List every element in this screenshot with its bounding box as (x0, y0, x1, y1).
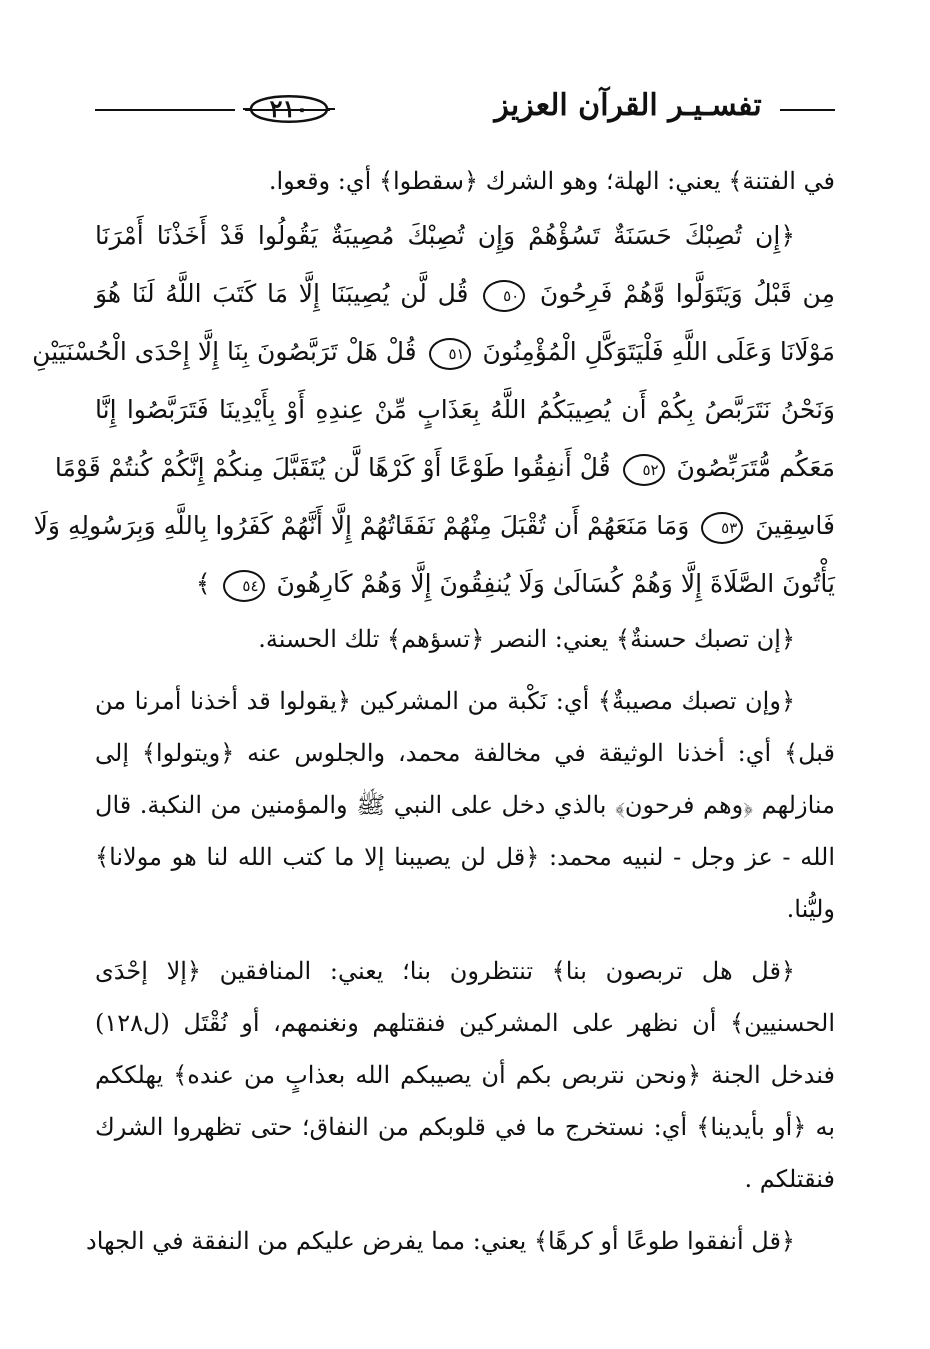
ayah-number-marker: ٥٠ (483, 280, 525, 312)
quran-text: مَوْلَانَا وَعَلَى اللَّهِ فَلْيَتَوَكَّلِ الْمُؤْمِنُونَ (482, 337, 835, 366)
ayah-number-marker: ٥٤ (223, 570, 265, 602)
quran-passage (32, 207, 835, 613)
quran-text: قُلْ هَلْ تَرَبَّصُونَ بِنَا إِلَّا إِحْدَى الْحُسْنَيَيْنِ (32, 337, 417, 366)
header-rule-left (95, 109, 235, 111)
commentary-line: ﴿وإن تصبك مصيبةٌ﴾ أي: نَكْبة من المشركين ﴿يقولوا قد أخذنا أمرنا من (95, 687, 796, 715)
commentary-line: فنقتلكم . (744, 1165, 835, 1193)
closing-bracket: ﴾ (195, 569, 211, 598)
commentary-line: منازلهم ﴿وهم فرحون﴾ بالذي دخل على النبي ﷺ والمؤمنين من النكبة. قال (95, 791, 835, 819)
commentary-line: الحسنيين﴾ أن نظهر على المشركين فنقتلهم ونغنمهم، أو نُقْتَل (ل١٢٨) (95, 1009, 835, 1037)
commentary-line: وليُّنا. (786, 895, 835, 923)
commentary-line: ﴿قل أنفقوا طوعًا أو كرهًا﴾ يعني: مما يفرض عليكم من النفقة في الجهاد (86, 1227, 795, 1255)
quran-text: قُل لَّن يُصِيبَنَا إِلَّا مَا كَتَبَ اللَّهُ لَنَا هُوَ (95, 279, 469, 308)
commentary-line: ﴿إن تصبك حسنةٌ﴾ يعني: النصر ﴿تسؤهم﴾ تلك الحسنة. (258, 625, 795, 653)
commentary-line: في الفتنة﴾ يعني: الهلة؛ وهو الشرك ﴿سقطوا﴾ أي: وقعوا. (268, 167, 835, 195)
page-body (32, 155, 835, 1267)
quran-text: مِن قَبْلُ وَيَتَوَلَّوا وَّهُمْ فَرِحُونَ (539, 279, 835, 308)
quran-line: ﴿إِن تُصِبْكَ حَسَنَةٌ تَسُؤْهُمْ وَإِن تُصِبْكَ مُصِيبَةٌ يَقُولُوا قَدْ أَخَذْنَا أَمْرَنَا (95, 221, 795, 250)
quran-line (33, 497, 835, 555)
ayah-number-marker: ٥١ (429, 338, 471, 370)
commentary-line: الله - عز وجل - لنبيه محمد: ﴿قل لن يصيبنا إلا ما كتب الله لنا هو مولانا﴾ (95, 843, 835, 871)
quran-line (95, 265, 835, 323)
quran-line (95, 555, 835, 613)
page-number: ٢١٠ (269, 94, 309, 123)
quran-text: وَمَا مَنَعَهُمْ أَن تُقْبَلَ مِنْهُمْ نَفَقَاتُهُمْ إِلَّا أَنَّهُمْ كَفَرُوا بِاللَّهِ وَبِرَسُولِهِ وَلَا (33, 511, 690, 540)
quran-line (54, 439, 835, 497)
commentary-line: ﴿قل هل تربصون بنا﴾ تنتظرون بنا؛ يعني: المنافقين ﴿إلا إحْدَى (95, 957, 795, 985)
ayah-number-marker: ٥٢ (623, 454, 665, 486)
book-title: تفسـيـر القرآن العزيز (494, 88, 762, 123)
header-rule-right (780, 109, 835, 111)
quran-text: فَاسِقِينَ (755, 511, 835, 540)
running-header (95, 80, 835, 140)
commentary-line: قبل﴾ أي: أخذنا الوثيقة في مخالفة محمد، والجلوس عنه ﴿ويتولوا﴾ إلى (95, 739, 835, 767)
quran-text: قُلْ أَنفِقُوا طَوْعًا أَوْ كَرْهًا لَّن يُتَقَبَّلَ مِنكُمْ إِنَّكُمْ كُنتُمْ قَوْمًا (54, 453, 611, 482)
quran-text: مَعَكُم مُّتَرَبِّصُونَ (676, 453, 835, 482)
page-number-frame (243, 86, 335, 132)
quran-line: وَنَحْنُ نَتَرَبَّصُ بِكُمْ أَن يُصِيبَكُمُ اللَّهُ بِعَذَابٍ مِّنْ عِندِهِ أَوْ بِأَيْدِينَا فَتَرَبَّصُوا إِنَّا (95, 395, 835, 424)
quran-text: يَأْتُونَ الصَّلَاةَ إِلَّا وَهُمْ كُسَالَىٰ وَلَا يُنفِقُونَ إِلَّا وَهُمْ كَارِهُونَ (276, 569, 835, 598)
commentary-line: فندخل الجنة ﴿ونحن نتربص بكم أن يصيبكم الله بعذابٍ من عنده﴾ يهلككم (95, 1061, 835, 1089)
quran-line (32, 323, 835, 381)
commentary-line: به ﴿أو بأيدينا﴾ أي: نستخرج ما في قلوبكم من النفاق؛ حتى تظهروا الشرك (95, 1113, 835, 1141)
ayah-number-marker: ٥٣ (701, 512, 743, 544)
